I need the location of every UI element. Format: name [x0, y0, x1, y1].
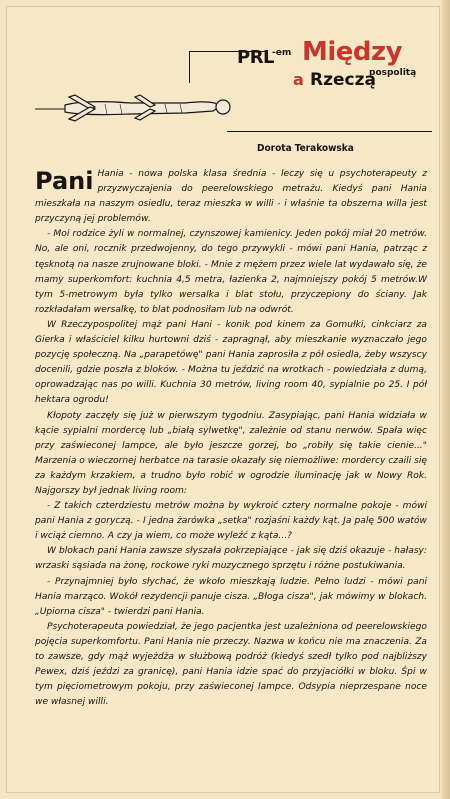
column-title — [237, 37, 437, 92]
title-pospolita: pospolitą — [369, 68, 417, 78]
byline-rule — [227, 131, 432, 132]
paragraph-text: Hania - nowa polska klasa średnia - leczy się u psychoterapeuty z przyzwyczajenia do peerelowskiego metrażu. Kiedyś pani Hania mieszkała na naszym osiedlu, teraz mieszka w willi - i właśnie ta obszerna willa jest przyczyną jej problemów. — [35, 169, 427, 225]
article-paragraph: Psychoterapeuta powiedział, że jego pacjentka jest uzależniona od peerelowskiego pojęcia superkomfortu. Pani Hania nie przeczy. Nazwa w końcu nie ma znaczenia. Za to zawsze, gdy mąż wyjeżdża w służbową podróż (kiedyś szedł tylko pod najbliższy Pewex, dziś jeździ za granicę), pani Hania idzie spać do przyjaciółki w bloku. Śpi w tym pięciometrowym pokoju, przy zaświeconej lampce. Odsypia nieprzespane noce we własnej willi. — [35, 621, 427, 708]
magazine-page — [6, 6, 440, 793]
article-paragraph: - Moi rodzice żyli w normalnej, czynszowej kamienicy. Jeden pokój miał 20 metrów. No, ale oni, rocznik przedwojenny, do tego przywykli - mówi pani Hania, patrząc z tęsknotą na nasze zrujnowane bloki. - Mnie z mężem przez wiele lat wydawało się, że mamy superkomfort: kuchnia 4,5 metra, łazienka 2, najmniejszy pokój 5 metrów.W tym 5-metrowym była tylko wersalka i blat stołu, przyczepiony do ściany. Jak rozkładałam wersalkę, to blat podnosiłam lub na odwrót. — [35, 229, 427, 315]
article-paragraph: W Rzeczypospolitej mąż pani Hani - konik pod kinem za Gomułki, cinkciarz za Gierka i właściciel kilku hurtowni dziś - zapragnął, aby mieszkanie wyznaczało jego pozycję społeczną. Na „parapetówę" pani Hania zaprosiła z pół osiedla, żeby wszyscy docenili, gdzie poszła z bloków. - Można tu jeździć na wrotkach - powiedziała z dumą, oprowadzając nas po willi. Kuchnia 30 metrów, living room 40, sypialnie po 25. I pół hektara ogrodu! — [35, 319, 427, 406]
title-rzecza: Rzeczą — [310, 70, 376, 90]
dropcap: Pani — [35, 167, 94, 195]
article-paragraph: Kłopoty zaczęły się już w pierwszym tygodniu. Zasypiając, pani Hania widziała w kącie sypialni mordercę lub „białą sylwetkę", zależnie od stanu nerwów. Spała więc przy zaświeconej lampce, ale było jeszcze gorzej, bo „robiły się takie cienie..." Marzenia o wieczornej herbatce na tarasie okazały się niemożliwe: mordercy czaili się za każdym krzakiem, a trudno było robić w ogrodzie iluminację jak w Nowy Rok. Najgorszy był jednak living room: — [35, 410, 427, 496]
title-a: a — [293, 70, 304, 89]
author-byline: Dorota Terakowska — [257, 143, 354, 154]
page-edge — [442, 0, 450, 799]
lying-figure-illustration — [35, 87, 235, 127]
article-paragraph: - Z takich czterdziestu metrów można by wykroić cztery normalne pokoje - mówi pani Hania z goryczą. - I jedna żarówka „setka" rozjaśni każdy kąt. Ja palę 500 watów i wciąż ciemno. A czy ja wiem, co może wyleźć z kąta...? — [35, 501, 427, 542]
article-paragraph — [35, 167, 427, 227]
article-paragraph: - Przynajmniej było słychać, że wkoło mieszkają ludzie. Pełno ludzi - mówi pani Hania marząco. Wokół rezydencji panuje cisza. „Błoga cisza", jak mówimy w blokach. „Upiorna cisza" - twierdzi pani Hania. — [35, 576, 427, 617]
header-frame-line — [189, 51, 190, 83]
title-em: -em — [272, 48, 292, 58]
title-miedzy: Między — [302, 37, 403, 67]
title-prl: PRL — [237, 47, 275, 68]
article-paragraph: W blokach pani Hania zawsze słyszała pokrzepiające - jak się dziś okazuje - hałasy: wrzaski sąsiada na żonę, rockowe ryki muzycznego sprzętu i różne postukiwania. — [35, 546, 427, 572]
article-body — [35, 167, 427, 710]
